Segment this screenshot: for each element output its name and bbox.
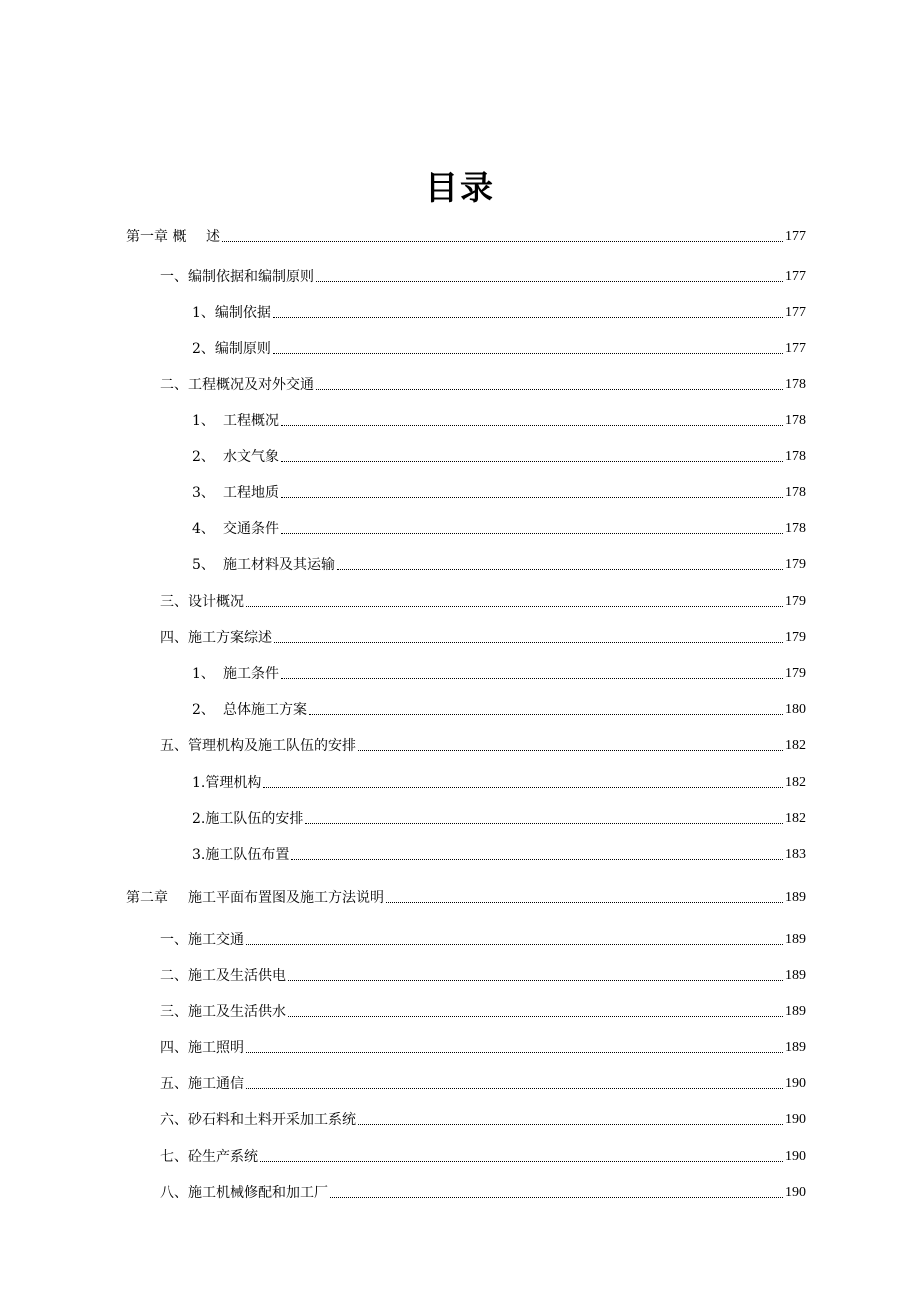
toc-entry-page: 180 <box>785 702 806 717</box>
toc-entry[interactable] <box>160 267 806 287</box>
toc-entry-label: 一、施工交通 <box>160 932 244 948</box>
toc-entry-label: 八、施工机械修配和加工厂 <box>160 1185 328 1201</box>
dot-leader <box>246 1052 783 1053</box>
toc-entry-page: 182 <box>785 775 806 790</box>
dot-leader <box>246 606 783 607</box>
dot-leader <box>273 317 783 318</box>
toc-entry-chapter-1[interactable] <box>126 227 806 247</box>
toc-entry[interactable] <box>160 736 806 756</box>
toc-entry-page: 190 <box>785 1185 806 1200</box>
toc-entry-label: 二、施工及生活供电 <box>160 968 286 984</box>
toc-entry-page: 189 <box>785 968 806 983</box>
toc-entry[interactable] <box>192 447 806 467</box>
toc-entry-label: 总体施工方案 <box>223 702 307 718</box>
dot-leader <box>274 642 783 643</box>
toc-entry-label: 六、砂石料和土料开采加工系统 <box>160 1112 356 1128</box>
toc-entry-label: 3.施工队伍布置 <box>192 847 290 863</box>
toc-entry-page: 182 <box>785 811 806 826</box>
toc-entry-page: 178 <box>785 449 806 464</box>
toc-entry-number: 2、 <box>192 702 215 718</box>
dot-leader <box>358 750 783 751</box>
toc-entry-label: 述 <box>206 229 220 245</box>
toc-entry-label: 施工条件 <box>223 666 279 682</box>
toc-entry-page: 190 <box>785 1076 806 1091</box>
toc-entry-page: 178 <box>785 413 806 428</box>
toc-entry-page: 183 <box>785 847 806 862</box>
dot-leader <box>288 980 783 981</box>
toc-entry-chapter-2[interactable] <box>126 888 806 908</box>
toc-entry-label: 四、施工照明 <box>160 1040 244 1056</box>
dot-leader <box>246 944 783 945</box>
dot-leader <box>260 1161 783 1162</box>
toc-entry[interactable] <box>192 303 806 323</box>
toc-entry-label: 四、施工方案综述 <box>160 630 272 646</box>
toc-entry-label: 工程概况 <box>223 413 279 429</box>
toc-entry[interactable] <box>160 930 806 950</box>
toc-entry[interactable] <box>160 1183 806 1203</box>
toc-entry-page: 179 <box>785 666 806 681</box>
toc-entry-label: 五、施工通信 <box>160 1076 244 1092</box>
dot-leader <box>222 241 783 242</box>
dot-leader <box>281 533 783 534</box>
dot-leader <box>316 389 783 390</box>
toc-entry-label: 2.施工队伍的安排 <box>192 811 304 827</box>
dot-leader <box>273 353 783 354</box>
dot-leader <box>288 1016 783 1017</box>
toc-entry[interactable] <box>160 1147 806 1167</box>
toc-entry-number: 第二章 <box>126 890 168 906</box>
toc-entry-page: 177 <box>785 269 806 284</box>
toc-entry-page: 189 <box>785 932 806 947</box>
toc-entry[interactable] <box>192 411 806 431</box>
toc-entry[interactable] <box>192 664 806 684</box>
toc-entry-label: 1、编制依据 <box>192 305 271 321</box>
toc-entry-number: 1、 <box>192 413 215 429</box>
toc-entry-label: 工程地质 <box>223 485 279 501</box>
toc-entry-page: 179 <box>785 557 806 572</box>
toc-entry-page: 177 <box>785 229 806 244</box>
toc-entry[interactable] <box>160 1074 806 1094</box>
dot-leader <box>246 1088 783 1089</box>
toc-entry-page: 189 <box>785 890 806 905</box>
dot-leader <box>263 787 783 788</box>
toc-entry[interactable] <box>160 1002 806 1022</box>
toc-entry[interactable] <box>192 700 806 720</box>
dot-leader <box>337 569 783 570</box>
dot-leader <box>316 281 783 282</box>
toc-entry-page: 190 <box>785 1149 806 1164</box>
toc-entry-number: 1、 <box>192 666 215 682</box>
toc-entry[interactable] <box>160 1038 806 1058</box>
toc-entry[interactable] <box>192 809 806 829</box>
dot-leader <box>281 425 783 426</box>
toc-entry[interactable] <box>160 375 806 395</box>
toc-entry-page: 178 <box>785 521 806 536</box>
toc-entry-page: 177 <box>785 341 806 356</box>
toc-entry-label: 2、编制原则 <box>192 341 271 357</box>
toc-entry-label: 一、编制依据和编制原则 <box>160 269 314 285</box>
dot-leader <box>291 859 783 860</box>
dot-leader <box>281 461 783 462</box>
page-title: 目录 <box>425 168 495 207</box>
toc-entry-label: 五、管理机构及施工队伍的安排 <box>160 738 356 754</box>
toc-entry[interactable] <box>160 592 806 612</box>
toc-entry[interactable] <box>192 773 806 793</box>
toc-entry[interactable] <box>192 483 806 503</box>
toc-entry-label: 施工材料及其运输 <box>223 557 335 573</box>
toc-entry-page: 189 <box>785 1004 806 1019</box>
toc-entry-label: 施工平面布置图及施工方法说明 <box>188 890 384 906</box>
toc-entry-page: 182 <box>785 738 806 753</box>
toc-entry-label: 交通条件 <box>223 521 279 537</box>
toc-entry-number: 3、 <box>192 485 215 501</box>
dot-leader <box>281 497 783 498</box>
toc-entry-page: 179 <box>785 594 806 609</box>
toc-entry-number: 5、 <box>192 557 215 573</box>
toc-entry-page: 190 <box>785 1112 806 1127</box>
toc-entry[interactable] <box>192 845 806 865</box>
dot-leader <box>330 1197 783 1198</box>
toc-entry-label: 二、工程概况及对外交通 <box>160 377 314 393</box>
toc-entry-page: 178 <box>785 377 806 392</box>
toc-entry-number: 2、 <box>192 449 215 465</box>
toc-entry-number: 4、 <box>192 521 215 537</box>
toc-entry-number: 第一章 概 <box>126 229 187 245</box>
toc-entry-label: 三、设计概况 <box>160 594 244 610</box>
toc-entry-page: 177 <box>785 305 806 320</box>
toc-entry-label: 水文气象 <box>223 449 279 465</box>
toc-entry-page: 178 <box>785 485 806 500</box>
toc-entry-page: 179 <box>785 630 806 645</box>
toc-entry-label: 三、施工及生活供水 <box>160 1004 286 1020</box>
dot-leader <box>281 678 783 679</box>
toc-entry[interactable] <box>192 339 806 359</box>
toc-entry[interactable] <box>160 966 806 986</box>
dot-leader <box>386 902 783 903</box>
toc-entry[interactable] <box>192 555 806 575</box>
toc-entry-label: 七、砼生产系统 <box>160 1149 258 1165</box>
toc-entry[interactable] <box>160 628 806 648</box>
dot-leader <box>358 1124 783 1125</box>
dot-leader <box>309 714 783 715</box>
dot-leader <box>305 823 783 824</box>
toc-entry-label: 1.管理机构 <box>192 775 262 791</box>
toc-entry-page: 189 <box>785 1040 806 1055</box>
toc-entry[interactable] <box>160 1110 806 1130</box>
toc-entry[interactable] <box>192 519 806 539</box>
